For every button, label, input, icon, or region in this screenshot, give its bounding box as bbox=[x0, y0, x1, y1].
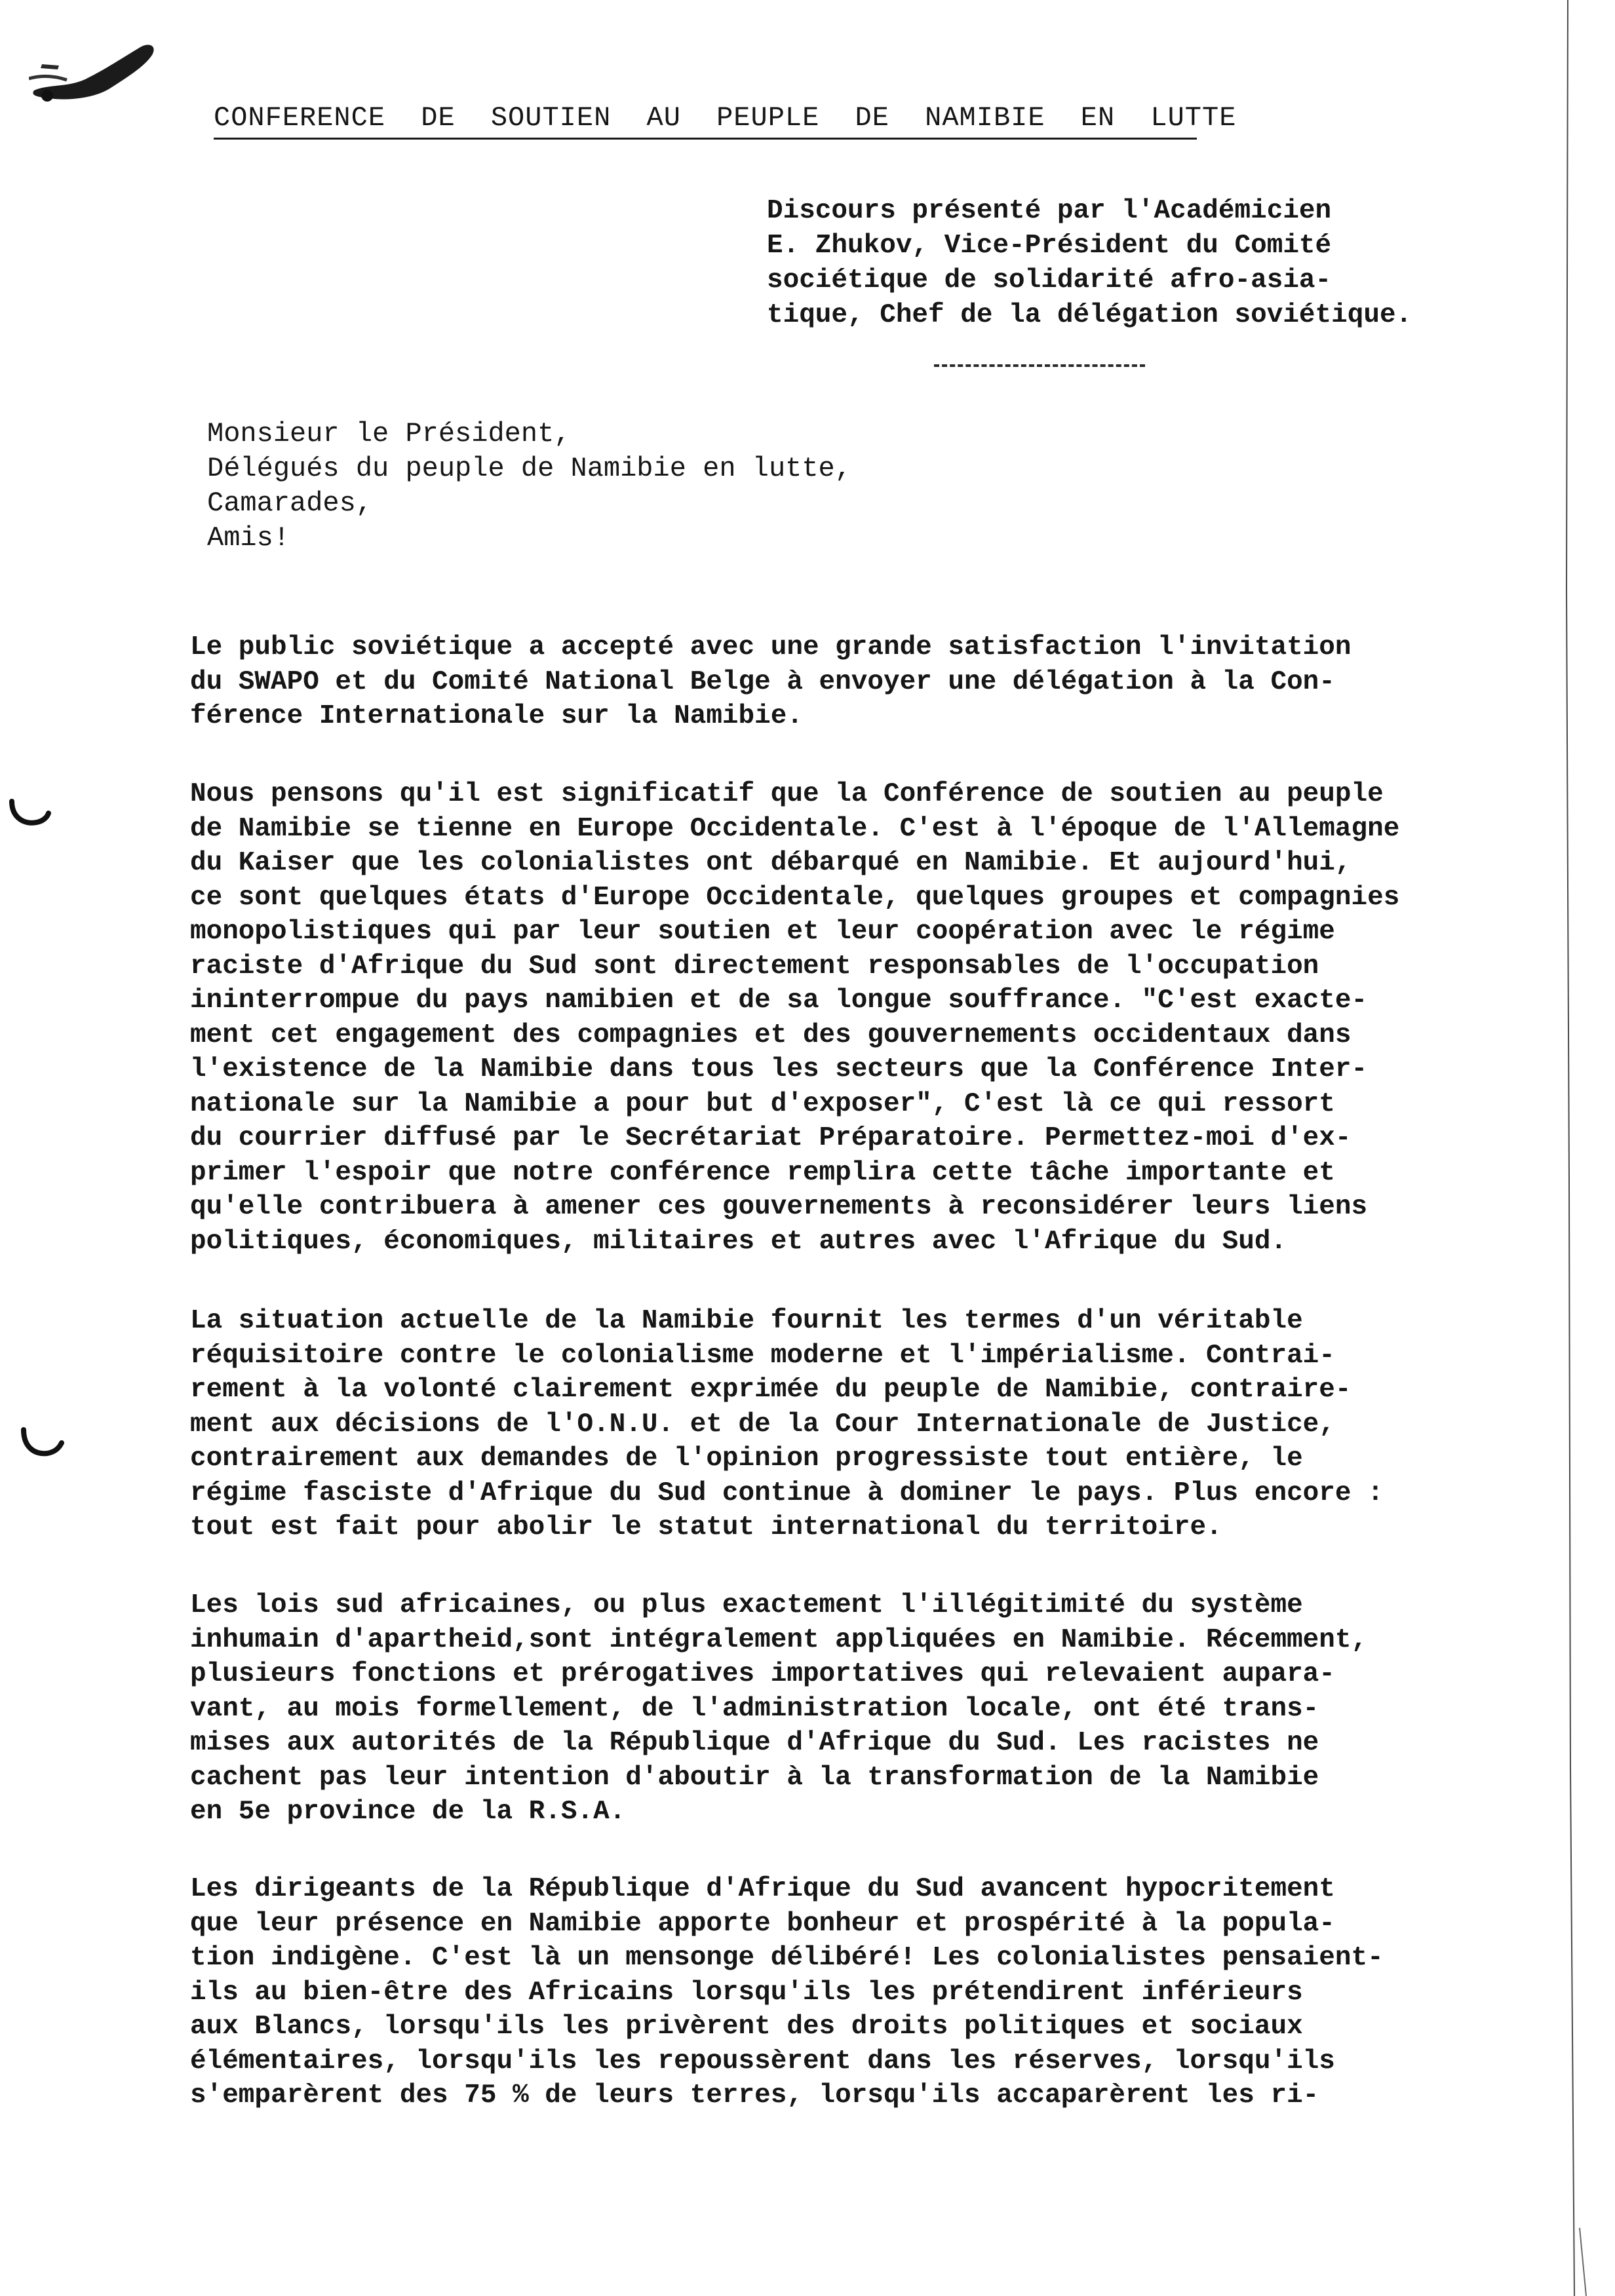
text-line: que leur présence en Namibie apporte bonheur et prospérité à la popula- bbox=[190, 1908, 1335, 1939]
text-line: élémentaires, lorsqu'ils les repoussèrent dans les réserves, lorsqu'ils bbox=[190, 2046, 1335, 2076]
text-line: en 5e province de la R.S.A. bbox=[190, 1797, 626, 1827]
text-line: tion indigène. C'est là un mensonge délibéré! Les colonialistes pensaient- bbox=[190, 1943, 1384, 1973]
salutation-line: Camarades, bbox=[207, 488, 373, 519]
salutation bbox=[207, 417, 1321, 556]
attribution-line: tique, Chef de la délégation soviétique. bbox=[767, 300, 1412, 330]
text-line: du courrier diffusé par le Secrétariat Préparatoire. Permettez-moi d'ex- bbox=[190, 1123, 1352, 1153]
paragraph-hypocrisy bbox=[190, 1872, 1553, 2113]
text-line: férence Internationale sur la Namibie. bbox=[190, 701, 803, 731]
text-line: Les lois sud africaines, ou plus exactement l'illégitimité du système bbox=[190, 1590, 1303, 1620]
text-line: ils au bien-être des Africains lorsqu'ils les prétendirent inférieurs bbox=[190, 1977, 1303, 2008]
text-line: contrairement aux demandes de l'opinion progressiste tout entière, le bbox=[190, 1444, 1303, 1474]
salutation-line: Délégués du peuple de Namibie en lutte, bbox=[207, 453, 851, 484]
text-line: ininterrompue du pays namibien et de sa longue souffrance. "C'est exacte- bbox=[190, 985, 1368, 1016]
document-title: CONFERENCE DE SOUTIEN AU PEUPLE DE NAMIBIE EN LUTTE bbox=[214, 100, 1197, 140]
text-line: réquisitoire contre le colonialisme moderne et l'impérialisme. Contrai- bbox=[190, 1340, 1335, 1371]
text-line: ce sont quelques états d'Europe Occidentale, quelques groupes et compagnies bbox=[190, 882, 1400, 913]
text-line: aux Blancs, lorsqu'ils les privèrent des droits politiques et sociaux bbox=[190, 2012, 1303, 2042]
page-edge-line bbox=[1560, 0, 1615, 2296]
punch-hole-mark bbox=[7, 783, 52, 829]
text-line: s'emparèrent des 75 % de leurs terres, lorsqu'ils accaparèrent les ri- bbox=[190, 2080, 1319, 2111]
text-line: cachent pas leur intention d'aboutir à la transformation de la Namibie bbox=[190, 1762, 1319, 1793]
text-line: La situation actuelle de la Namibie fournit les termes d'un véritable bbox=[190, 1306, 1303, 1336]
text-line: ment aux décisions de l'O.N.U. et de la Cour Internationale de Justice, bbox=[190, 1409, 1335, 1440]
text-line: plusieurs fonctions et prérogatives importatives qui relevaient auparа- bbox=[190, 1659, 1335, 1689]
text-line: du SWAPO et du Comité National Belge à envoyer une délégation à la Con- bbox=[190, 666, 1335, 697]
text-line: tout est fait pour abolir le statut international du territoire. bbox=[190, 1512, 1222, 1542]
paragraph-western-europe bbox=[190, 777, 1553, 1259]
text-line: politiques, économiques, militaires et autres avec l'Afrique du Sud. bbox=[190, 1226, 1287, 1257]
text-line: qu'elle contribuera à amener ces gouvernements à reconsidérer leurs liens bbox=[190, 1192, 1368, 1222]
separator-rule bbox=[934, 364, 1145, 367]
text-line: rement à la volonté clairement exprimée du peuple de Namibie, contraire- bbox=[190, 1375, 1352, 1405]
text-line: Les dirigeants de la République d'Afrique du Sud avancent hypocritement bbox=[190, 1874, 1335, 1904]
text-line: raciste d'Afrique du Sud sont directement responsables de l'occupation bbox=[190, 951, 1319, 982]
text-line: monopolistiques qui par leur soutien et leur coopération avec le régime bbox=[190, 917, 1335, 947]
ink-smudge bbox=[29, 33, 160, 111]
attribution-line: sociétique de solidarité afro-asia- bbox=[767, 265, 1332, 296]
text-line: mises aux autorités de la République d'Afrique du Sud. Les racistes ne bbox=[190, 1728, 1319, 1758]
text-line: primer l'espoir que notre conférence remplira cette tâche importante et bbox=[190, 1157, 1335, 1188]
text-line: de Namibie se tienne en Europe Occidentale. C'est à l'époque de l'Allemagne bbox=[190, 813, 1400, 844]
text-line: nationale sur la Namibie a pour but d'exposer", C'est là ce qui ressort bbox=[190, 1088, 1335, 1119]
text-line: régime fasciste d'Afrique du Sud continue à dominer le pays. Plus encore : bbox=[190, 1478, 1384, 1508]
text-line: inhumain d'apartheid,sont intégralement appliquées en Namibie. Récemment, bbox=[190, 1624, 1368, 1655]
punch-hole-mark bbox=[18, 1414, 64, 1460]
text-line: du Kaiser que les colonialistes ont débarqué en Namibie. Et aujourd'hui, bbox=[190, 848, 1352, 878]
salutation-line: Amis! bbox=[207, 522, 290, 554]
text-line: ment cet engagement des compagnies et des gouvernements occidentaux dans bbox=[190, 1020, 1352, 1050]
text-line: Nous pensons qu'il est significatif que la Conférence de soutien au peuple bbox=[190, 779, 1384, 809]
paragraph-invitation bbox=[190, 630, 1553, 734]
attribution-line: E. Zhukov, Vice-Président du Comité bbox=[767, 231, 1332, 261]
text-line: vant, au mois formellement, de l'administration locale, ont été trans- bbox=[190, 1693, 1319, 1724]
paragraph-apartheid-laws bbox=[190, 1588, 1553, 1829]
speech-attribution bbox=[767, 194, 1553, 333]
attribution-line: Discours présenté par l'Académicien bbox=[767, 196, 1332, 226]
paragraph-current-situation bbox=[190, 1304, 1553, 1545]
text-line: Le public soviétique a accepté avec une grande satisfaction l'invitation bbox=[190, 632, 1352, 662]
salutation-line: Monsieur le Président, bbox=[207, 418, 571, 450]
text-line: l'existence de la Namibie dans tous les secteurs que la Conférence Inter- bbox=[190, 1054, 1368, 1084]
